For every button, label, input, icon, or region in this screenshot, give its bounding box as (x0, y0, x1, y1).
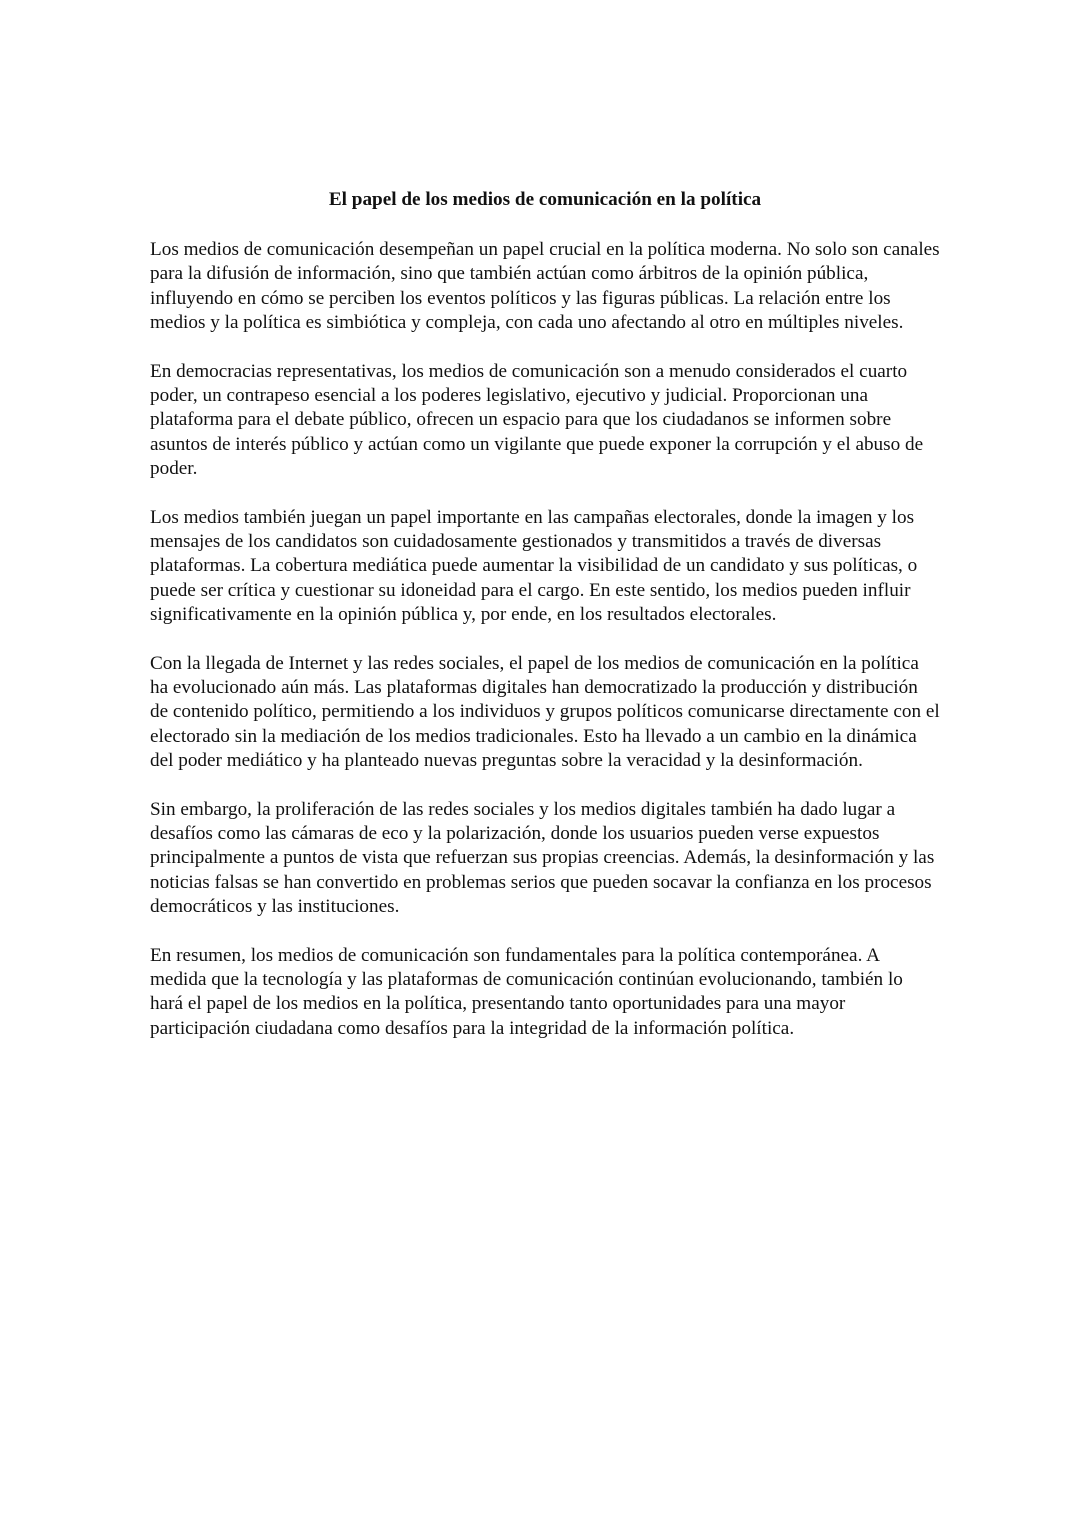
document-title: El papel de los medios de comunicación en la política (328, 189, 762, 210)
paragraph-6: En resumen, los medios de comunicación son fundamentales para la política contemporánea. A medida que la tecnología y las plataformas de comunicación continúan evolucionando, también lo hará el papel de los medios en la política, presentando tanto oportunidades para una mayor participación ciudadana como desafíos para la integridad de la información política. (150, 944, 903, 1039)
paragraph-4: Con la llegada de Internet y las redes sociales, el papel de los medios de comunicación en la política ha evolucionado aún más. Las plataformas digitales han democratizado la producción y distribución de contenido político, permitiendo a los individuos y grupos políticos comunicarse directamente con el electorado sin la mediación de los medios tradicionales. Esto ha llevado a un cambio en la dinámica del poder mediático y ha planteado nuevas preguntas sobre la veracidad y la desinformación. (150, 652, 940, 771)
paragraph-3: Los medios también juegan un papel importante en las campañas electorales, donde la imagen y los mensajes de los candidatos son cuidadosamente gestionados y transmitidos a través de diversas plataformas. La cobertura mediática puede aumentar la visibilidad de un candidato y sus políticas, o puede ser crítica y cuestionar su idoneidad para el cargo. En este sentido, los medios pueden influir significativamente en la opinión pública y, por ende, en los resultados electorales. (150, 506, 918, 625)
paragraph-2: En democracias representativas, los medios de comunicación son a menudo considerados el cuarto poder, un contrapeso esencial a los poderes legislativo, ejecutivo y judicial. Proporcionan una plataforma para el debate público, ofrecen un espacio para que los ciudadanos se informen sobre asuntos de interés público y actúan como un vigilante que puede exponer la corrupción y el abuso de poder. (150, 360, 924, 479)
paragraph-1: Los medios de comunicación desempeñan un papel crucial en la política moderna. No solo son canales para la difusión de información, sino que también actúan como árbitros de la opinión pública, influyendo en cómo se perciben los eventos políticos y las figuras públicas. La relación entre los medios y la política es simbiótica y compleja, con cada uno afectando al otro en múltiples niveles. (150, 239, 940, 333)
document-body (150, 188, 940, 1041)
paragraph-5: Sin embargo, la proliferación de las redes sociales y los medios digitales también ha dado lugar a desafíos como las cámaras de eco y la polarización, donde los usuarios pueden verse expuestos principalmente a puntos de vista que refuerzan sus propias creencias. Además, la desinformación y las noticias falsas se han convertido en problemas serios que pueden socavar la confianza en los procesos democráticos y las instituciones. (150, 798, 935, 917)
